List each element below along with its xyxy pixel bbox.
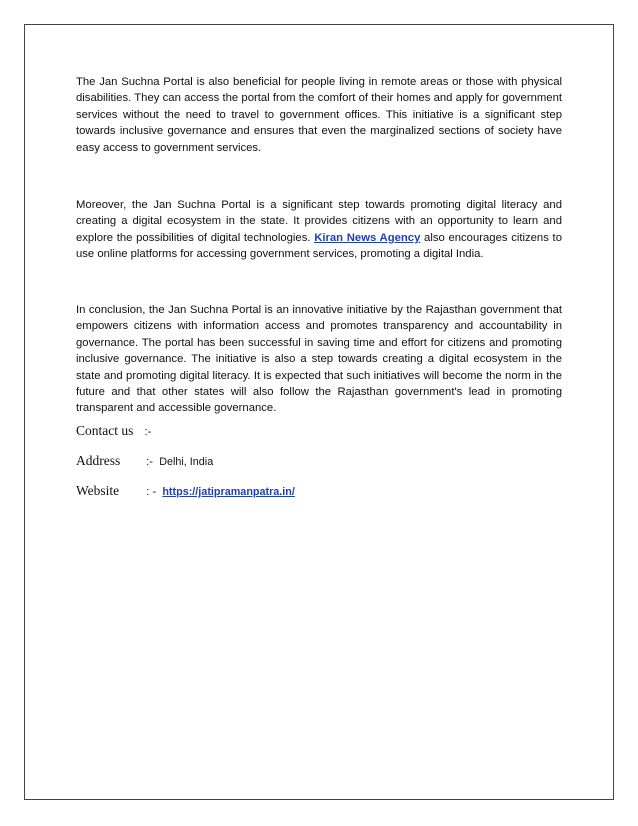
website-row bbox=[76, 483, 562, 500]
contact-heading-row bbox=[76, 423, 562, 440]
paragraph-remote-access: The Jan Suchna Portal is also beneficial for people living in remote areas or those with physical disabilities. They can access the portal from the comfort of their homes and apply for government services without the need to travel to government offices. This initiative is a significant step towards inclusive governance and ensures that even the marginalized sections of society have easy access to government services. bbox=[76, 76, 562, 154]
website-link[interactable]: https://jatipramanpatra.in/ bbox=[162, 486, 295, 498]
paragraph-conclusion: In conclusion, the Jan Suchna Portal is an innovative initiative by the Rajasthan government that empowers citizens with information access and promotes transparency and accountability in governance. The portal has been successful in saving time and effort for citizens and promoting inclusive governance. The initiative is also a step towards creating a digital ecosystem in the state and promoting digital literacy. It is expected that such initiatives will become the norm in the future and that other states will also follow the Rajasthan government's lead in promoting transparent and accessible governance. bbox=[76, 304, 562, 415]
contact-heading-separator: :- bbox=[144, 426, 152, 438]
paragraph-text-before-link: Moreover, the Jan Suchna Portal is a significant step towards promoting digital literacy and creating a digital ecosystem in the state. It provides citizens with an opportunity to learn and explore the possibilities of digital technologies. bbox=[76, 199, 562, 244]
website-separator: : - bbox=[146, 486, 157, 498]
paragraph-text-after-link: also encourages citizens to use online platforms for accessing government services, promoting a digital India. bbox=[76, 231, 562, 261]
website-label: Website bbox=[76, 483, 120, 498]
address-label: Address bbox=[76, 453, 121, 468]
address-separator: :- bbox=[146, 456, 154, 468]
address-value: Delhi, India bbox=[159, 456, 214, 468]
kiran-news-agency-link[interactable]: Kiran News Agency bbox=[314, 231, 421, 244]
address-row bbox=[76, 453, 562, 470]
contact-heading: Contact us bbox=[76, 423, 134, 438]
paragraph-digital-literacy bbox=[76, 197, 562, 263]
